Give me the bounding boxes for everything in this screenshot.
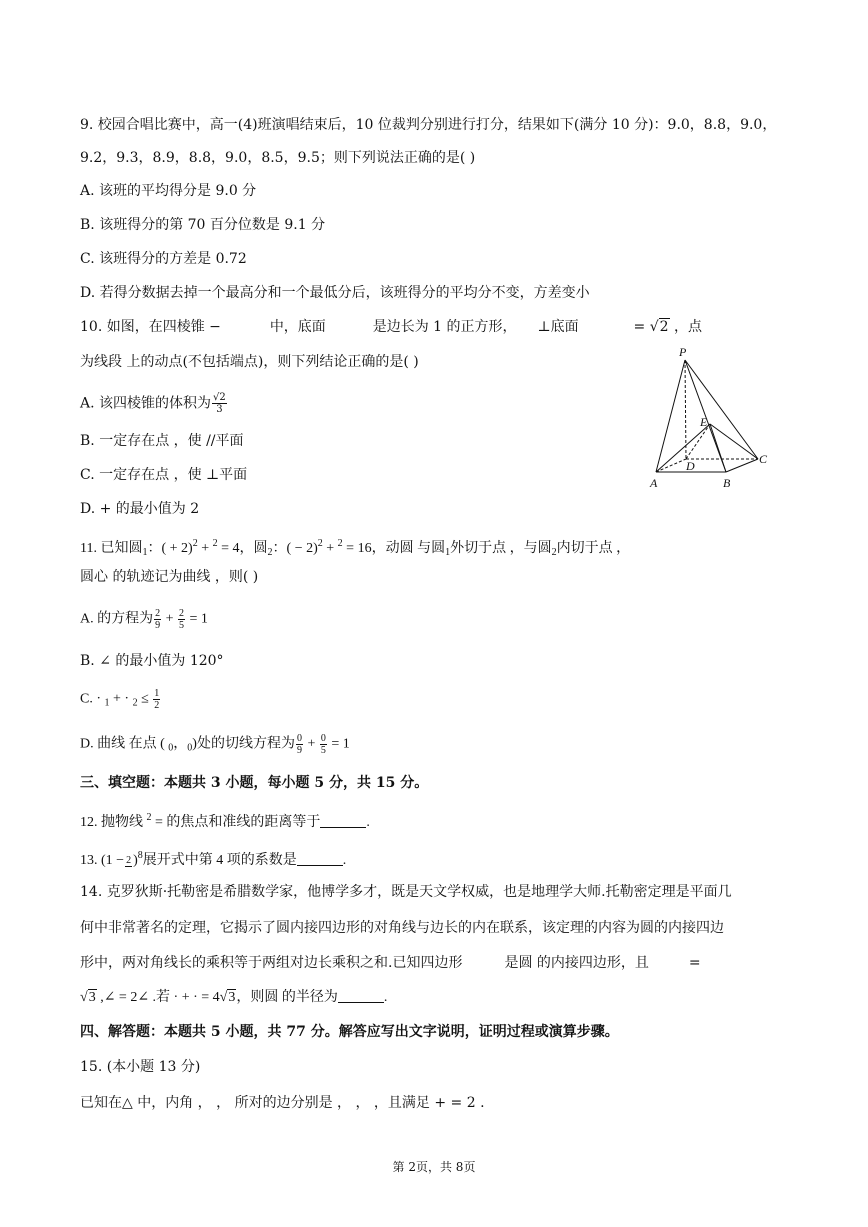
label-b: B [723,476,731,490]
frac-num: 0 [320,733,326,744]
q11-part: + [197,541,213,556]
q15-heading: 15. (本小题 13 分) [80,1059,201,1075]
q11-c-text: + · [109,691,133,707]
q10-part-a: 10. 如图，在四棱锥 − [80,319,221,335]
q14-stem-line3 [80,953,701,973]
q15-stem: 已知在△ 中，内角 ， ， 所对的边分别是 ， ， ，且满足 + = 2 . [80,1095,485,1111]
plus-sign: + [162,611,178,627]
frac-num: 2 [179,608,185,619]
q14-sqrt-radicand: 3 [88,990,96,1005]
q11-option-a [80,608,208,631]
q12-end: . [366,815,370,830]
q13-end: . [342,853,347,868]
edge-pd [685,360,686,459]
q14-sqrt-radicand: 3 [228,990,236,1005]
q14-text: 是圆 的内接四边形，且 [504,955,649,971]
q14-text: = [688,955,701,971]
q12-sup: 2 [146,812,152,823]
label-p: P [679,345,687,359]
q11-sub: 2 [267,547,273,558]
q11-part: = 4，圆 [217,541,268,556]
q10-stem-line2: 为线段 上的动点(不包括端点)，则下列结论正确的是( ) [80,354,419,370]
q10-part-d: ⊥底面 [537,319,579,335]
q10-part-g: ，点 [674,319,702,335]
q11-sup: 2 [192,538,198,549]
q14-end: . [383,990,388,1005]
q13-sup: 8 [137,850,143,861]
q11-option-b: B. ∠ 的最小值为 120° [80,653,224,669]
section-3-heading: 三、填空题：本题共 3 小题，每小题 5 分，共 15 分。 [80,775,429,791]
q12-text: = 的焦点和准线的距离等于 [151,815,321,830]
q11-d-rhs: = 1 [327,736,350,752]
label-c: C [759,452,768,466]
q12-stem [80,808,370,833]
q14-text: 形中，两对角线长的乘积等于两组对边长乘积之和.已知四边形 [80,955,463,971]
q11-d-frac1 [296,733,303,756]
q11-c-text: C. · [80,691,105,707]
q11-d-frac2 [320,733,327,756]
page-footer: 第 2页，共 8页 [392,1160,476,1174]
q11-sub: 1 [445,547,451,558]
q11-part: 11. 已知圆 [80,541,143,556]
frac-num: √2 [213,392,226,403]
section-4-heading: 四、解答题：本题共 5 小题，共 77 分。解答应写出文字说明，证明过程或演算步骤。 [80,1024,619,1040]
q11-sub: 0 [168,742,174,754]
q11-part: ：( + 2) [147,541,193,556]
q9-option-c: C. 该班得分的方差是 0.72 [80,251,247,267]
q11-sup: 2 [212,538,218,549]
q11-sub: 2 [551,547,557,558]
comma: ， [173,736,188,752]
q11-a-frac2 [178,608,185,631]
q13-text: ) [133,853,138,868]
q10-volume-fraction [212,392,227,415]
q13-stem [80,846,346,871]
plus-sign: + [303,736,319,752]
q11-d-text: D. 曲线 在点 ( [80,736,169,752]
q10-part-b: 中，底面 [269,319,326,335]
q11-c-frac [153,688,160,711]
edge-pa [656,360,685,472]
q9-option-a: A. 该班的平均得分是 9.0 分 [80,183,257,199]
q11-sub: 1 [142,547,148,558]
frac-num: 2 [126,854,132,866]
frac-den: 9 [155,620,161,631]
edge-eb [710,424,726,472]
q11-a-frac1 [154,608,161,631]
frac-num: 2 [155,608,161,619]
q11-a-rhs: = 1 [186,611,208,627]
q11-part: = 16，动圆 与圆 [342,541,446,556]
q11-part: + [322,541,338,556]
q11-option-c [80,688,161,714]
q11-stem-line2: 圆心 的轨迹记为曲线 ，则( ) [80,569,259,585]
q11-sub: 1 [104,697,110,709]
q10-option-a-text: A. 该四棱锥的体积为 [80,395,212,412]
q14-stem-line2: 何中非常著名的定理，它揭示了圆内接四边形的对角线与边长的内在联系，该定理的内容为圆的内接四边 [80,920,724,936]
q13-answer-blank[interactable] [297,851,343,866]
frac-den: 5 [320,745,326,756]
q11-sub: 2 [132,697,138,709]
q11-stem-line1 [80,534,630,563]
q13-text: 13. (1 − [80,853,125,868]
q11-sup: 2 [317,538,323,549]
q10-option-b: B. 一定存在点 ，使 //平面 [80,433,244,449]
frac-num: 1 [154,688,160,699]
q10-sqrt: √2 [649,319,669,335]
q14-text: ,∠ = 2∠ .若 · + · = 4 [96,990,220,1005]
q11-d-text: )处的切线方程为 [192,736,295,752]
q13-frac [125,855,132,867]
frac-num: 0 [296,733,302,744]
frac-den: 5 [179,620,185,631]
q10-option-c: C. 一定存在点 ，使 ⊥平面 [80,467,248,483]
q14-answer-blank[interactable] [338,988,384,1003]
q11-sub: 0 [187,742,193,754]
q9-option-d: D. 若得分数据去掉一个最高分和一个最低分后，该班得分的平均分不变，方差变小 [80,285,590,301]
label-d: D [686,459,695,473]
label-e: E [700,415,708,429]
q9-stem-line2: 9.2，9.3，8.9，8.8，9.0，8.5，9.5；则下列说法正确的是( ) [80,150,476,166]
q10-sqrt-radicand: 2 [659,319,669,335]
q10-option-d: D. + 的最小值为 2 [80,501,200,517]
edge-ad [656,459,686,472]
frac-den: 3 [216,404,223,415]
frac-den: 9 [296,745,302,756]
q11-part: 外切于点 ，与圆 [450,541,552,556]
pyramid-figure [648,342,774,508]
frac-den: 2 [154,700,160,711]
q11-part: 内切于点 ， [556,541,631,556]
q11-option-d [80,733,350,759]
le-sign: ≤ [137,691,153,707]
label-a: A [650,476,658,490]
q10-part-c: 是边长为 1 的正方形， [372,319,517,335]
q11-sup: 2 [337,538,343,549]
q12-text: 12. 抛物线 [80,815,147,830]
q10-stem-line1 [80,317,702,337]
q11-part: ：( − 2) [272,541,318,556]
q10-option-a [80,392,228,415]
q14-sqrt2: √3 [219,990,236,1005]
q11-a-text: A. 的方程为 [80,611,154,627]
q12-answer-blank[interactable] [320,813,366,828]
q9-stem-line1: 9. 校园合唱比赛中，高一(4)班演唱结束后，10 位裁判分别进行打分，结果如下(满分 10 分)：9.0，8.8，9.0， [80,117,777,133]
q14-text: ，则圆 的半径为 [236,990,338,1005]
edge-ae [656,424,710,472]
q10-part-e: = [633,319,646,335]
q9-option-b: B. 该班得分的第 70 百分位数是 9.1 分 [80,217,326,233]
q14-stem-line1: 14. 克罗狄斯·托勒密是希腊数学家，他博学多才，既是天文学权威，也是地理学大师.托勒密定理是平面几 [80,884,732,900]
edge-bc [726,459,758,472]
edge-ec [710,424,758,459]
q13-text: 展开式中第 4 项的系数是 [142,853,297,868]
q14-sqrt: √3 [80,990,96,1005]
q14-stem-line4 [80,988,387,1008]
